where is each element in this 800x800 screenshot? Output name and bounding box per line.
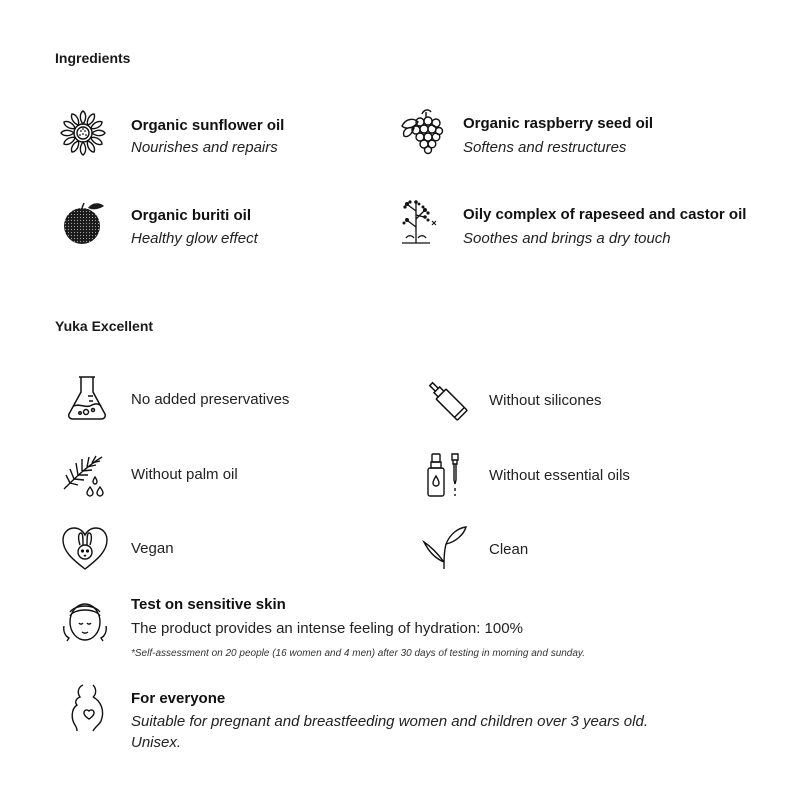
feature-label: Without essential oils [489,467,630,484]
face-headband-icon [60,596,110,646]
ingredient-name: Oily complex of rapeseed and castor oil [463,206,747,223]
palm-leaf-icon [60,451,110,501]
rabbit-heart-icon [60,523,110,573]
ingredient-description: Softens and restructures [463,139,627,156]
ingredient-description: Healthy glow effect [131,230,258,247]
sensitive-skin-text: The product provides an intense feeling of hydration: 100% [131,620,523,637]
ingredients-heading: Ingredients [55,50,132,66]
feature-label: Without palm oil [131,466,238,483]
raspberry-icon [396,106,446,156]
sensitive-skin-title: Test on sensitive skin [131,596,286,613]
flask-icon [62,372,112,422]
ingredient-description: Nourishes and repairs [131,139,278,156]
ingredient-name: Organic raspberry seed oil [463,115,654,132]
ingredient-name: Organic buriti oil [131,207,252,224]
feature-label: No added preservatives [131,391,290,408]
everyone-text-line1: Suitable for pregnant and breastfeeding women and children over 3 years old. [131,713,648,730]
rapeseed-plant-icon [396,197,446,247]
dropper-bottle-icon [420,450,470,500]
everyone-title: For everyone [131,690,226,707]
tube-icon [421,374,471,424]
ingredient-name: Organic sunflower oil [131,117,285,134]
feature-label: Clean [489,541,529,558]
sprout-icon [420,522,470,572]
sensitive-skin-note: *Self-assessment on 20 people (16 women and 4 men) after 30 days of testing in morning and sunday. [131,648,585,659]
feature-label: Vegan [131,540,174,557]
everyone-text-line2: Unisex. [131,734,182,751]
yuka-heading: Yuka Excellent [55,318,155,334]
buriti-fruit-icon [58,198,108,248]
feature-label: Without silicones [489,392,602,409]
sunflower-icon [58,108,108,158]
ingredient-description: Soothes and brings a dry touch [463,230,671,247]
pregnant-icon [63,683,113,733]
